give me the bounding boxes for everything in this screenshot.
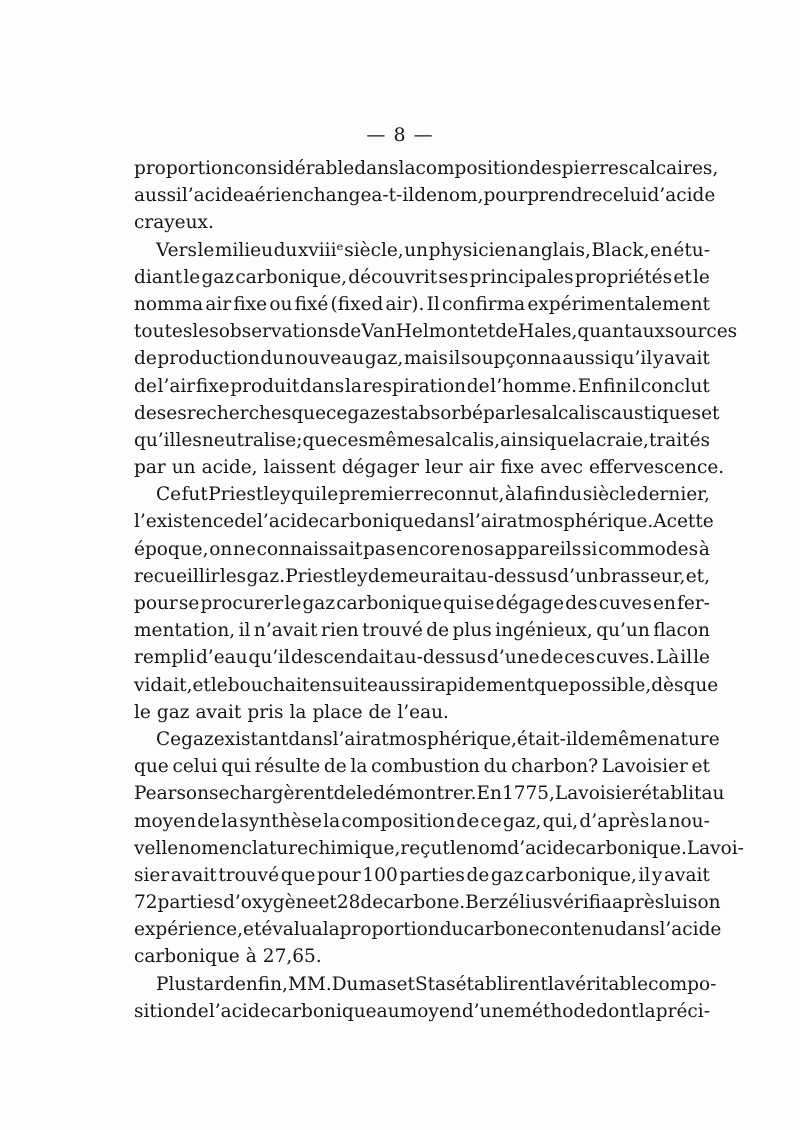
text-line: l’existence de l’acide carbonique dans l’air atmosphérique. A cette (134, 511, 714, 533)
text-line: Ce gaz existant dans l’air atmosphérique, était-il de même nature (156, 728, 720, 750)
text-line: proportion considérable dans la composition des pierres calcaires, (134, 158, 719, 179)
text-line: carbonique à 27,65. (134, 946, 322, 968)
text-line: pour se procurer le gaz carbonique qui se dégage des cuves en fer- (134, 593, 710, 614)
text-line: toutes les observations de Van Helmont et de Hales, quant aux sources (134, 321, 738, 343)
text-line: mentation, il n’avait rien trouvé de plus ingénieux, qu’un flacon (134, 620, 710, 642)
text-line: sier avait trouvé que pour 100 parties de gaz carbonique, il y avait (134, 864, 710, 886)
paragraph (134, 971, 717, 1025)
text-line: vidait, et le bouchait ensuite aussi rapidement que possible, dès que (134, 674, 719, 696)
text-line: le gaz avait pris la place de l’eau. (134, 701, 449, 723)
text-line: crayeux. (134, 212, 214, 234)
text-line: diant le gaz carbonique, découvrit ses principales propriétés et le (134, 266, 710, 288)
text-line: qu’il les neutralise; que ces mêmes alcalis, ainsi que la craie, traités (134, 429, 711, 451)
text-line: Pearson se chargèrent de le démontrer. En 1775, Lavoisier établit au (134, 783, 725, 805)
text-line: 72 parties d’oxygène et 28 de carbone. Berzélius vérifia après lui son (134, 892, 721, 914)
paragraph (134, 726, 744, 971)
paragraph (134, 237, 738, 482)
text-line: époque, on ne connaissait pas encore nos appareils si commodes à (134, 538, 710, 560)
text-line: recueillir les gaz. Priestley demeurait au-dessus d’un brasseur, et, (134, 565, 710, 587)
text-line: de ses recherches que ce gaz est absorbé par les alcalis caustiques et (134, 402, 720, 424)
page-number: — 8 — (366, 124, 434, 146)
text-line: Plus tard enfin, MM. Dumas et Stas établirent la véritable compo- (156, 973, 717, 995)
text-line: nomma air fixe ou fixé (fixed air). Il confirma expérimentalement (134, 293, 710, 315)
text-line: Ce fut Priestley qui le premier reconnut, à la fin du siècle dernier, (156, 484, 710, 506)
text-line: expérience, et évalua la proportion du carbone contenu dans l’acide (134, 919, 722, 941)
paragraph (134, 155, 719, 237)
body-text (134, 155, 744, 1025)
text-line: aussi l’acide aérien changea-t-il de nom, pour prendre celui d’acide (134, 185, 716, 207)
text-line: velle nomenclature chimique, reçut le nom d’acide carbonique. Lavoi- (134, 837, 744, 859)
text-line: moyen de la synthèse la composition de ce gaz, qui, d’après la nou- (134, 810, 710, 832)
text-line: de production du nouveau gaz, mais il soupçonna aussi qu’il y avait (134, 348, 710, 370)
text-line: sition de l’acide carbonique au moyen d’une méthode dont la préci- (134, 1000, 710, 1022)
text-line: rempli d’eau qu’il descendait au-dessus d’une de ces cuves. Là il le (134, 647, 710, 669)
text-line: Vers le milieu du xviiiᵉ siècle, un physicien anglais, Black, en étu- (156, 239, 710, 261)
text-line: que celui qui résulte de la combustion du charbon? Lavoisier et (134, 756, 710, 778)
text-line: par un acide, laissent dégager leur air fixe avec effervescence. (134, 457, 725, 479)
paragraph (134, 481, 719, 726)
text-line: de l’air fixe produit dans la respiration de l’homme. Enfin il conclut (134, 375, 710, 397)
